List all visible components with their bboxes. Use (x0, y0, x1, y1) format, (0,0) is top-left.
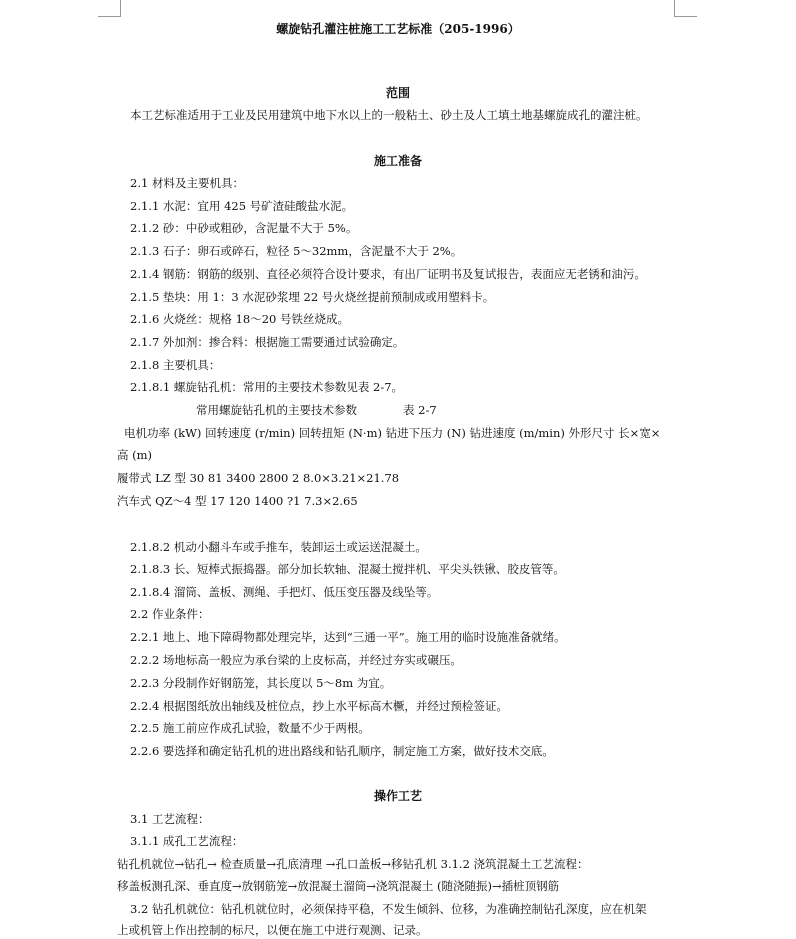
document-title: 螺旋钻孔灌注桩施工工艺标准（205-1996） (276, 22, 520, 36)
prep-line: 2.1.3 石子：卵石或碎石，粒径 5～32mm，含泥量不大于 2%。 (130, 244, 463, 258)
prep-line: 2.2 作业条件： (130, 607, 210, 621)
table-row: 履带式 LZ 型 30 81 3400 2800 2 8.0×3.21×21.78 (117, 471, 400, 485)
prep-line: 2.1.7 外加剂：掺合料：根据施工需要通过试验确定。 (130, 335, 405, 349)
scope-paragraph: 本工艺标准适用于工业及民用建筑中地下水以上的一般粘土、砂土及人工填土地基螺旋成孔的灌注桩。 (130, 108, 648, 122)
prep-line: 2.2.5 施工前应作成孔试验，数量不少于两根。 (130, 721, 370, 735)
table-header-line: 电机功率 (kW) 回转速度 (r/min) 回转扭矩 (N·m) 钻进下压力 (N) 钻进速度 (m/min) 外形尺寸 长×宽× (124, 426, 661, 440)
op-line: 上或机管上作出控制的标尺，以便在施工中进行观测、记录。 (117, 923, 428, 937)
prep-line: 2.1 材料及主要机具： (130, 176, 244, 190)
prep-line: 2.2.4 根据图纸放出轴线及桩位点，抄上水平标高木橛，并经过预检签证。 (130, 699, 508, 713)
prep-line: 2.1.8.3 长、短棒式振捣器。部分加长软轴、混凝土搅拌机、平尖头铁锹、胶皮管等。 (130, 562, 565, 576)
page-corner-marker-left (98, 0, 121, 17)
table-caption (196, 401, 437, 419)
section-heading-preparation: 施工准备 (373, 154, 422, 168)
prep-line: 2.2.1 地上、地下障碍物都处理完毕，达到“三通一平”。施工用的临时设施准备就绪。 (130, 630, 566, 644)
section-heading-operation: 操作工艺 (373, 789, 422, 803)
table-header-line: 高 (m) (117, 448, 153, 462)
table-caption-title: 常用螺旋钻孔机的主要技术参数 (196, 403, 357, 417)
prep-line: 2.1.8.2 机动小翻斗车或手推车，装卸运土或运送混凝土。 (130, 540, 427, 554)
op-line: 钻孔机就位→钻孔→ 检查质量→孔底清理 →孔口盖板→移钻孔机 3.1.2 浇筑混凝土工艺流程： (117, 857, 589, 871)
prep-line: 2.1.8 主要机具： (130, 358, 221, 372)
op-line: 3.1 工艺流程： (130, 812, 210, 826)
prep-line: 2.1.8.4 溜筒、盖板、测绳、手把灯、低压变压器及线坠等。 (130, 585, 439, 599)
prep-line: 2.1.2 砂：中砂或粗砂，含泥量不大于 5%。 (130, 221, 358, 235)
prep-line: 2.1.8.1 螺旋钻孔机：常用的主要技术参数见表 2-7。 (130, 380, 404, 394)
op-line: 移盖板测孔深、垂直度→放钢筋笼→放混凝土溜筒→浇筑混凝土 (随浇随振)→插桩顶钢筋 (117, 879, 560, 893)
prep-line: 2.1.5 垫块：用 1：3 水泥砂浆埋 22 号火烧丝提前预制成或用塑料卡。 (130, 290, 495, 304)
section-heading-scope: 范围 (385, 86, 410, 100)
prep-line: 2.2.6 要选择和确定钻孔机的进出路线和钻孔顺序，制定施工方案，做好技术交底。 (130, 744, 554, 758)
prep-line: 2.2.3 分段制作好钢筋笼，其长度以 5～8m 为宜。 (130, 676, 392, 690)
prep-line: 2.1.1 水泥：宜用 425 号矿渣硅酸盐水泥。 (130, 199, 354, 213)
op-line: 3.1.1 成孔工艺流程： (130, 834, 244, 848)
prep-line: 2.1.4 钢筋：钢筋的级别、直径必须符合设计要求，有出厂证明书及复试报告，表面应无老锈和油污。 (130, 267, 646, 281)
table-number: 表 2-7 (403, 403, 437, 417)
table-row: 汽车式 QZ～4 型 17 120 1400 ?1 7.3×2.65 (117, 494, 358, 508)
op-line: 3.2 钻孔机就位：钻孔机就位时，必须保持平稳，不发生倾斜、位移，为准确控制钻孔深度，应在机架 (130, 902, 647, 916)
page-corner-marker-right (674, 0, 697, 17)
prep-line: 2.2.2 场地标高一般应为承台梁的上皮标高，并经过夯实或碾压。 (130, 653, 462, 667)
prep-line: 2.1.6 火烧丝：规格 18～20 号铁丝烧成。 (130, 312, 349, 326)
